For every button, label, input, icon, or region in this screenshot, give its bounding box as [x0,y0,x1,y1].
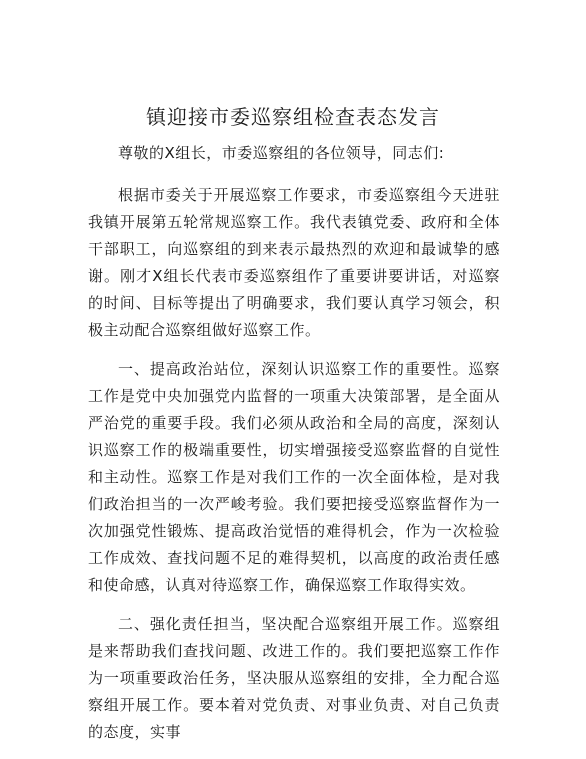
document-body [88,140,500,758]
document-title: 镇迎接市委巡察组检查表态发言 [146,105,440,129]
section-one-paragraph: 一、提高政治站位，深刻认识巡察工作的重要性。巡察工作是党中央加强党内监督的一项重大决策部署，是全面从严治党的重要手段。我们必须从政治和全局的高度，深刻认识巡察工作的极端重要性，切实增强接受巡察监督的自觉性和主动性。巡察工作是对我们工作的一次全面体检，是对我们政治担当的一次严峻考验。我们要把接受巡察监督作为一次加强党性锻炼、提高政治觉悟的难得机会，作为一次检验工作成效、查找问题不足的难得契机，以高度的政治责任感和使命感，认真对待巡察工作，确保巡察工作取得实效。 [88,360,500,594]
intro-paragraph: 根据市委关于开展巡察工作要求，市委巡察组今天进驻我镇开展第五轮常规巡察工作。我代表镇党委、政府和全体干部职工，向巡察组的到来表示最热烈的欢迎和最诚挚的感谢。刚才X组长代表市委巡察组作了重要讲要讲话，对巡察的时间、目标等提出了明确要求，我们要认真学习领会，积极主动配合巡察组做好巡察工作。 [88,186,500,339]
section-two-paragraph: 二、强化责任担当，坚决配合巡察组开展工作。巡察组是来帮助我们查找问题、改进工作的。我们要把巡察工作作为一项重要政治任务，坚决服从巡察组的安排，全力配合巡察组开展工作。要本着对党负责、对事业负责、对自己负责的态度，实事 [88,615,500,741]
greeting-paragraph: 尊敬的X组长，市委巡察组的各位领导，同志们: [118,144,445,162]
